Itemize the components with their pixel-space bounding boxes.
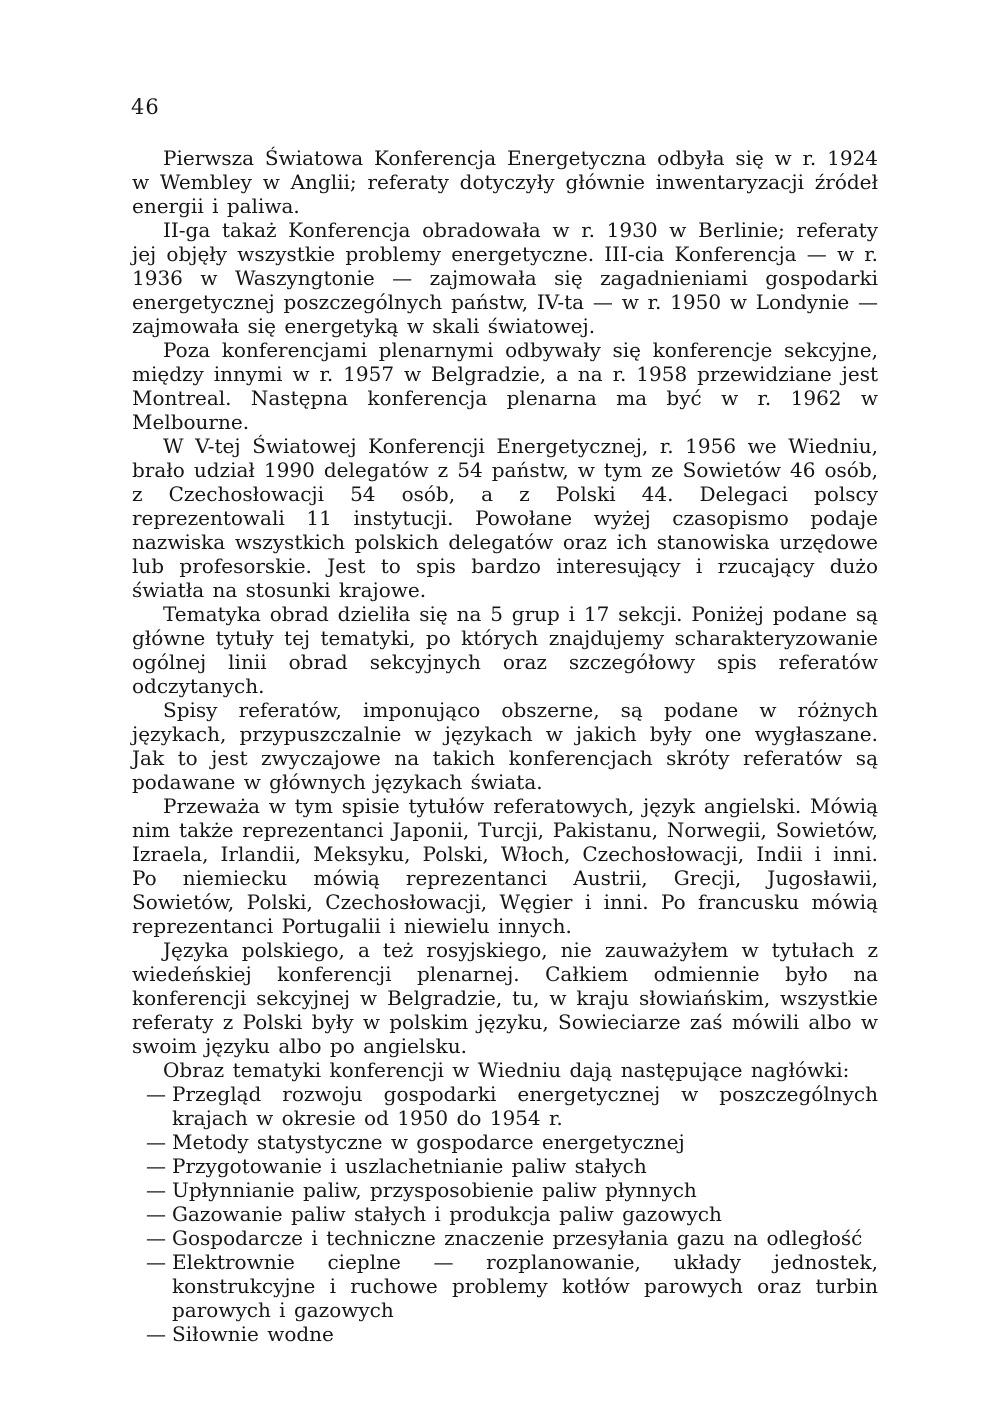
list-item-text: Siłownie wodne bbox=[172, 1322, 334, 1346]
list-item-text: Elektrownie cieplne — rozplanowanie, układy jednostek, konstrukcyjne i ruchowe problemy kotłów parowych oraz turbin parowych i gazowych bbox=[172, 1250, 878, 1322]
page-body bbox=[132, 146, 878, 1346]
paragraph: Tematyka obrad dzieliła się na 5 grup i 17 sekcji. Poniżej podane są główne tytuły tej tematyki, po których znajdujemy scharakteryzowanie ogólnej linii obrad sekcyjnych oraz szczegółowy spis referatów odczytanych. bbox=[132, 602, 878, 698]
list-item bbox=[132, 1082, 878, 1130]
paragraph: Pierwsza Światowa Konferencja Energetyczna odbyła się w r. 1924 w Wembley w Anglii; referaty dotyczyły głównie inwentaryzacji źródeł energii i paliwa. bbox=[132, 146, 878, 218]
list-item bbox=[132, 1202, 878, 1226]
list-dash: — bbox=[146, 1178, 166, 1202]
list-item bbox=[132, 1226, 878, 1250]
list-dash: — bbox=[146, 1130, 166, 1154]
list-item-text: Upłynnianie paliw, przysposobienie paliw płynnych bbox=[172, 1178, 697, 1202]
page-number: 46 bbox=[131, 95, 160, 119]
paragraph: II-ga takaż Konferencja obradowała w r. 1930 w Berlinie; referaty jej objęły wszystkie problemy energetyczne. III-cia Konferencja — w r. 1936 w Waszyngtonie — zajmowała się zagadnieniami gospodarki energetycznej poszczególnych państw, IV-ta — w r. 1950 w Londynie — zajmowała się energetyką w skali światowej. bbox=[132, 218, 878, 338]
paragraph: Spisy referatów, imponująco obszerne, są podane w różnych językach, przypuszczalnie w językach w jakich były one wygłaszane. Jak to jest zwyczajowe na takich konferencjach skróty referatów są podawane w głównych językach świata. bbox=[132, 698, 878, 794]
paragraph: Poza konferencjami plenarnymi odbywały się konferencje sekcyjne, między innymi w r. 1957 w Belgradzie, a na r. 1958 przewidziane jest Montreal. Następna konferencja plenarna ma być w r. 1962 w Melbourne. bbox=[132, 338, 878, 434]
list-item bbox=[132, 1178, 878, 1202]
list-item-text: Przegląd rozwoju gospodarki energetycznej w poszczególnych krajach w okresie od 1950 do 1954 r. bbox=[172, 1082, 878, 1130]
list-dash: — bbox=[146, 1226, 166, 1250]
list-item-text: Metody statystyczne w gospodarce energetycznej bbox=[172, 1130, 685, 1154]
paragraph: Języka polskiego, a też rosyjskiego, nie zauważyłem w tytułach z wiedeńskiej konferencji plenarnej. Całkiem odmiennie było na konferencji sekcyjnej w Belgradzie, tu, w kraju słowiańskim, wszystkie referaty z Polski były w polskim języku, Sowieciarze zaś mówili albo w swoim języku albo po angielsku. bbox=[132, 938, 878, 1058]
list-dash: — bbox=[146, 1154, 166, 1178]
list-item-text: Gospodarcze i techniczne znaczenie przesyłania gazu na odległość bbox=[172, 1226, 863, 1250]
list-item-text: Przygotowanie i uszlachetnianie paliw stałych bbox=[172, 1154, 647, 1178]
list-item-text: Gazowanie paliw stałych i produkcja paliw gazowych bbox=[172, 1202, 722, 1226]
list-dash: — bbox=[146, 1202, 166, 1226]
list-item bbox=[132, 1322, 878, 1346]
paragraph: Przeważa w tym spisie tytułów referatowych, język angielski. Mówią nim także reprezentanci Japonii, Turcji, Pakistanu, Norwegii, Sowietów, Izraela, Irlandii, Meksyku, Polski, Włoch, Czechosłowacji, Indii i inni. Po niemiecku mówią reprezentanci Austrii, Grecji, Jugosławii, Sowietów, Polski, Czechosłowacji, Węgier i inni. Po francusku mówią reprezentanci Portugalii i niewielu innych. bbox=[132, 794, 878, 938]
list-item bbox=[132, 1154, 878, 1178]
list-item bbox=[132, 1130, 878, 1154]
topic-list bbox=[132, 1082, 878, 1346]
list-dash: — bbox=[146, 1082, 166, 1106]
list-dash: — bbox=[146, 1250, 166, 1274]
list-dash: — bbox=[146, 1322, 166, 1346]
paragraph: Obraz tematyki konferencji w Wiedniu dają następujące nagłówki: bbox=[163, 1058, 850, 1082]
paragraph: W V-tej Światowej Konferencji Energetycznej, r. 1956 we Wiedniu, brało udział 1990 delegatów z 54 państw, w tym ze Sowietów 46 osób, z Czechosłowacji 54 osób, a z Polski 44. Delegaci polscy reprezentowali 11 instytucji. Powołane wyżej czasopismo podaje nazwiska wszystkich polskich delegatów oraz ich stanowiska urzędowe lub profesorskie. Jest to spis bardzo interesujący i rzucający dużo światła na stosunki krajowe. bbox=[132, 434, 878, 602]
list-item bbox=[132, 1250, 878, 1322]
